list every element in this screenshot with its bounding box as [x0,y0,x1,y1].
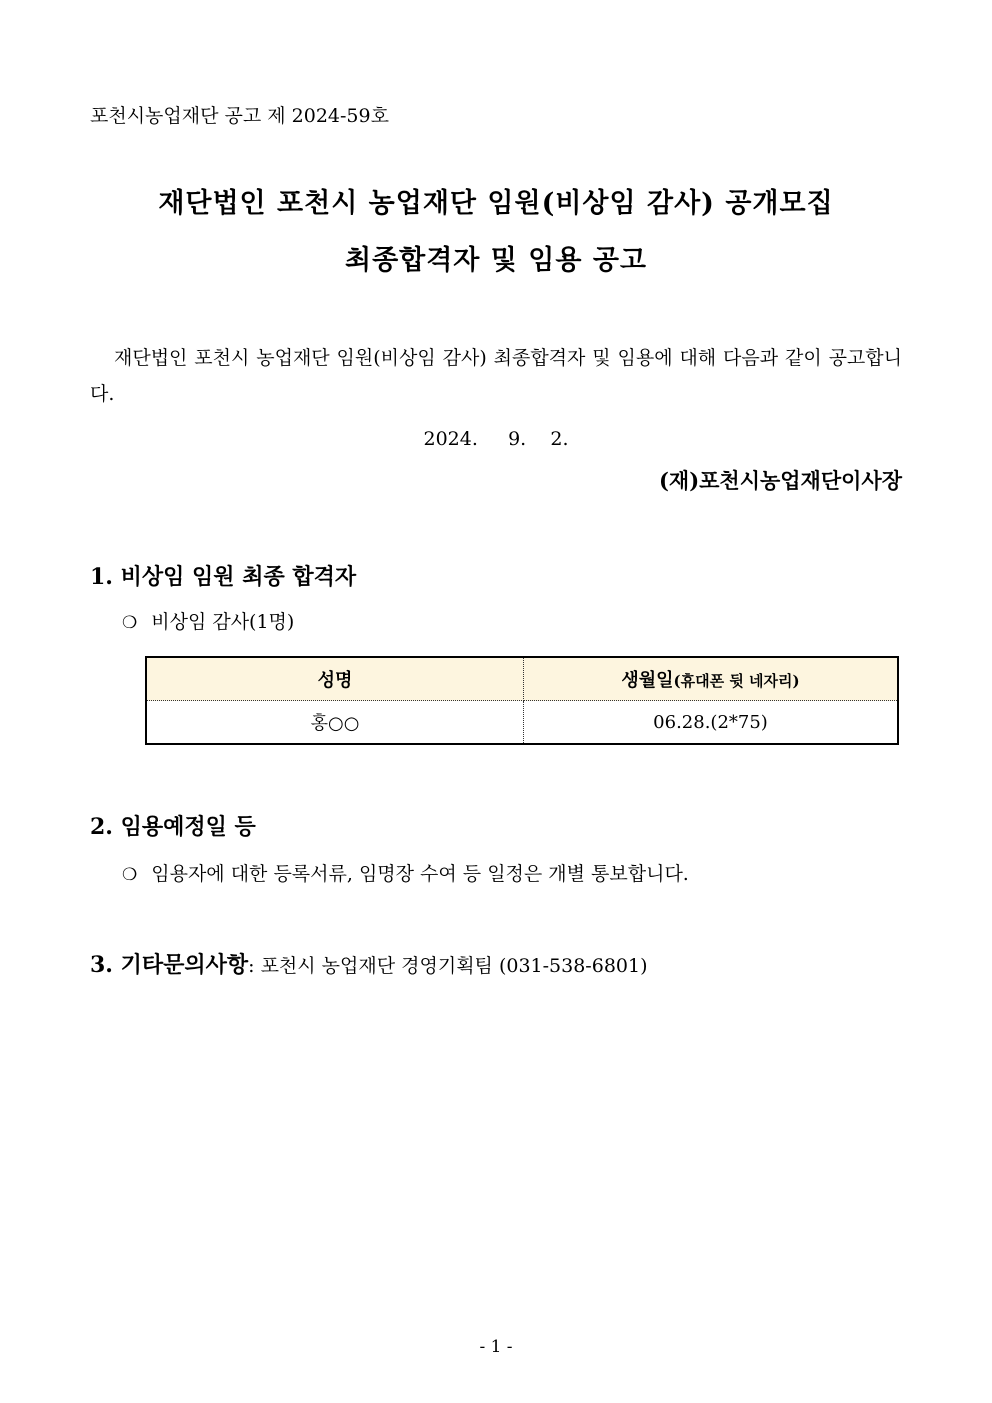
header-birthdate-label: 생월일 [621,670,674,691]
page-number: - 1 - [479,1337,513,1357]
section2-heading: 2. 임용예정일 등 [90,814,256,840]
section2-bullet-text: 임용자에 대한 등록서류, 임명장 수여 등 일정은 개별 통보합니다. [151,863,689,885]
section3-contact: : 포천시 농업재단 경영기획팀 (031-538-6801) [248,955,648,977]
section3-heading-label: 3. 기타문의사항 [90,952,249,978]
section1-heading: 1. 비상임 임원 최종 합격자 [90,564,357,590]
table-header-row [146,657,898,701]
result-table [145,656,899,745]
announcement-date: 2024. 9. 2. [423,428,569,450]
section1-bullet-text: 비상임 감사(1명) [151,611,295,633]
circle-bullet-icon: ❍ [122,865,138,885]
header-name: 성명 [146,657,524,701]
document-title-line1: 재단법인 포천시 농업재단 임원(비상임 감사) 공개모집 [158,188,834,219]
intro-paragraph: 재단법인 포천시 농업재단 임원(비상임 감사) 최종합격자 및 임용에 대해 다음과 같이 공고합니다. [90,347,902,405]
section1-bullet [122,608,294,637]
table-row [146,701,898,745]
document-title-line2: 최종합격자 및 임용 공고 [344,245,648,276]
header-birthdate-note: (휴대폰 뒷 네자리) [673,672,800,690]
section2-bullet [122,860,689,889]
cell-name: 홍○○ [146,701,524,745]
header-birthdate [524,657,899,701]
notice-number: 포천시농업재단 공고 제 2024-59호 [90,105,389,127]
cell-birthdate: 06.28.(2*75) [653,711,768,733]
section3-heading [90,949,648,982]
circle-bullet-icon: ❍ [122,613,138,633]
issuer-name: (재)포천시농업재단이사장 [658,468,902,493]
